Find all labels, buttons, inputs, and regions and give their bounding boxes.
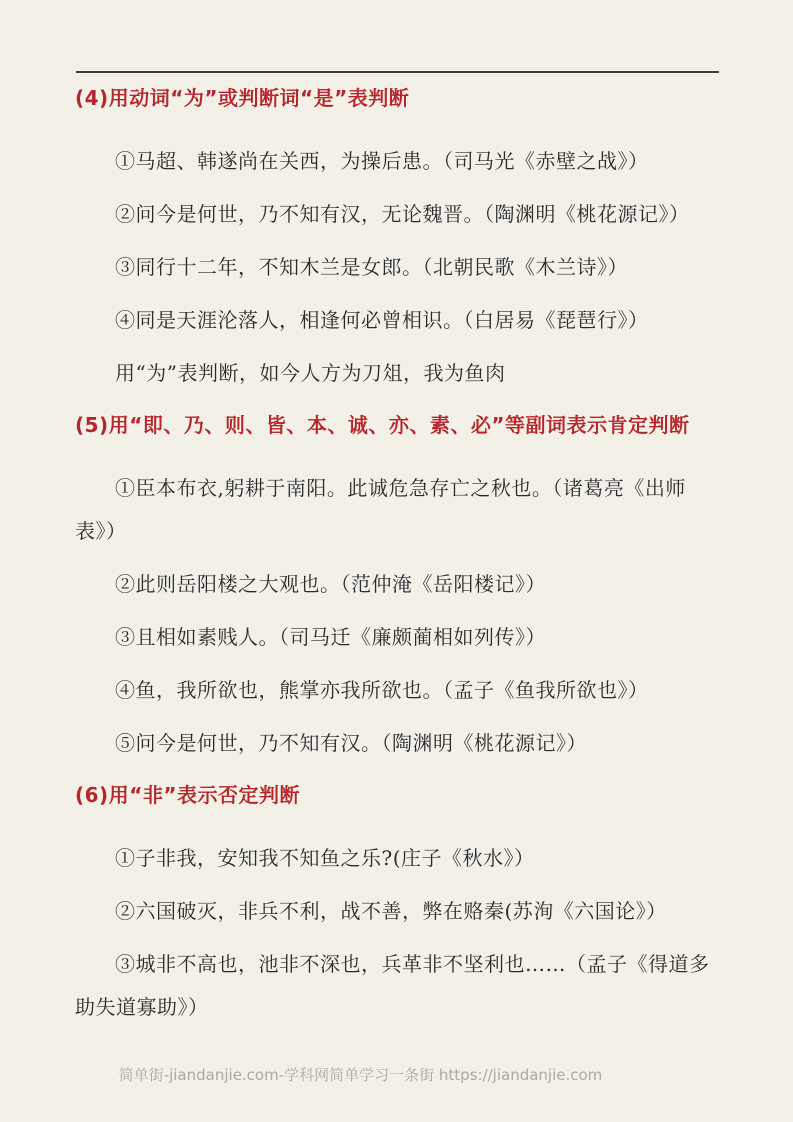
section-6-heading: (6)用“非”表示否定判断: [75, 783, 300, 807]
section-5-example-2: ②此则岳阳楼之大观也。（范仲淹《岳阳楼记》）: [115, 572, 546, 596]
section-6-example-1: ①子非我，安知我不知鱼之乐?(庄子《秋水》）: [115, 846, 535, 870]
section-4-example-1: ①马超、韩遂尚在关西，为操后患。（司马光《赤壁之战》）: [115, 149, 649, 173]
section-4-example-4: ④同是天涯沦落人，相逢何必曾相识。（白居易《琵琶行》）: [115, 308, 649, 332]
section-6-example-2: ②六国破灭，非兵不利，战不善，弊在赂秦(苏洵《六国论》）: [115, 899, 667, 923]
section-5-example-5: ⑤问今是何世，乃不知有汉。（陶渊明《桃花源记》）: [115, 731, 587, 755]
horizontal-divider: [76, 71, 719, 73]
section-6-fei-negative-judgment: [75, 783, 721, 1029]
section-4-example-3: ③同行十二年，不知木兰是女郎。（北朝民歌《木兰诗》）: [115, 255, 628, 279]
watermark-footer: 简单街-jiandanjie.com-学科网简单学习一条街 https://jiandanjie.com: [118, 1066, 603, 1084]
section-5-example-4: ④鱼，我所欲也，熊掌亦我所欲也。（孟子《鱼我所欲也》）: [115, 678, 649, 702]
document-content: [75, 80, 721, 1029]
section-4-note: 用“为”表判断，如今人方为刀俎，我为鱼肉: [115, 361, 506, 385]
section-6-example-3: ③城非不高也，池非不深也，兵革非不坚利也……（孟子《得道多助失道寡助》）: [75, 952, 710, 1019]
section-4-wei-shi-judgment: [75, 86, 721, 395]
section-5-example-1: ①臣本布衣,躬耕于南阳。此诚危急存亡之秋也。（诸葛亮《出师表》）: [75, 476, 686, 543]
section-5-example-3: ③且相如素贱人。（司马迁《廉颇蔺相如列传》）: [115, 625, 546, 649]
section-5-heading: (5)用“即、乃、则、皆、本、诚、亦、素、必”等副词表示肯定判断: [75, 413, 690, 437]
section-5-adverb-affirmative-judgment: [75, 413, 721, 765]
section-4-example-2: ②问今是何世，乃不知有汉，无论魏晋。（陶渊明《桃花源记》）: [115, 202, 690, 226]
section-4-heading: (4)用动词“为”或判断词“是”表判断: [75, 86, 410, 110]
